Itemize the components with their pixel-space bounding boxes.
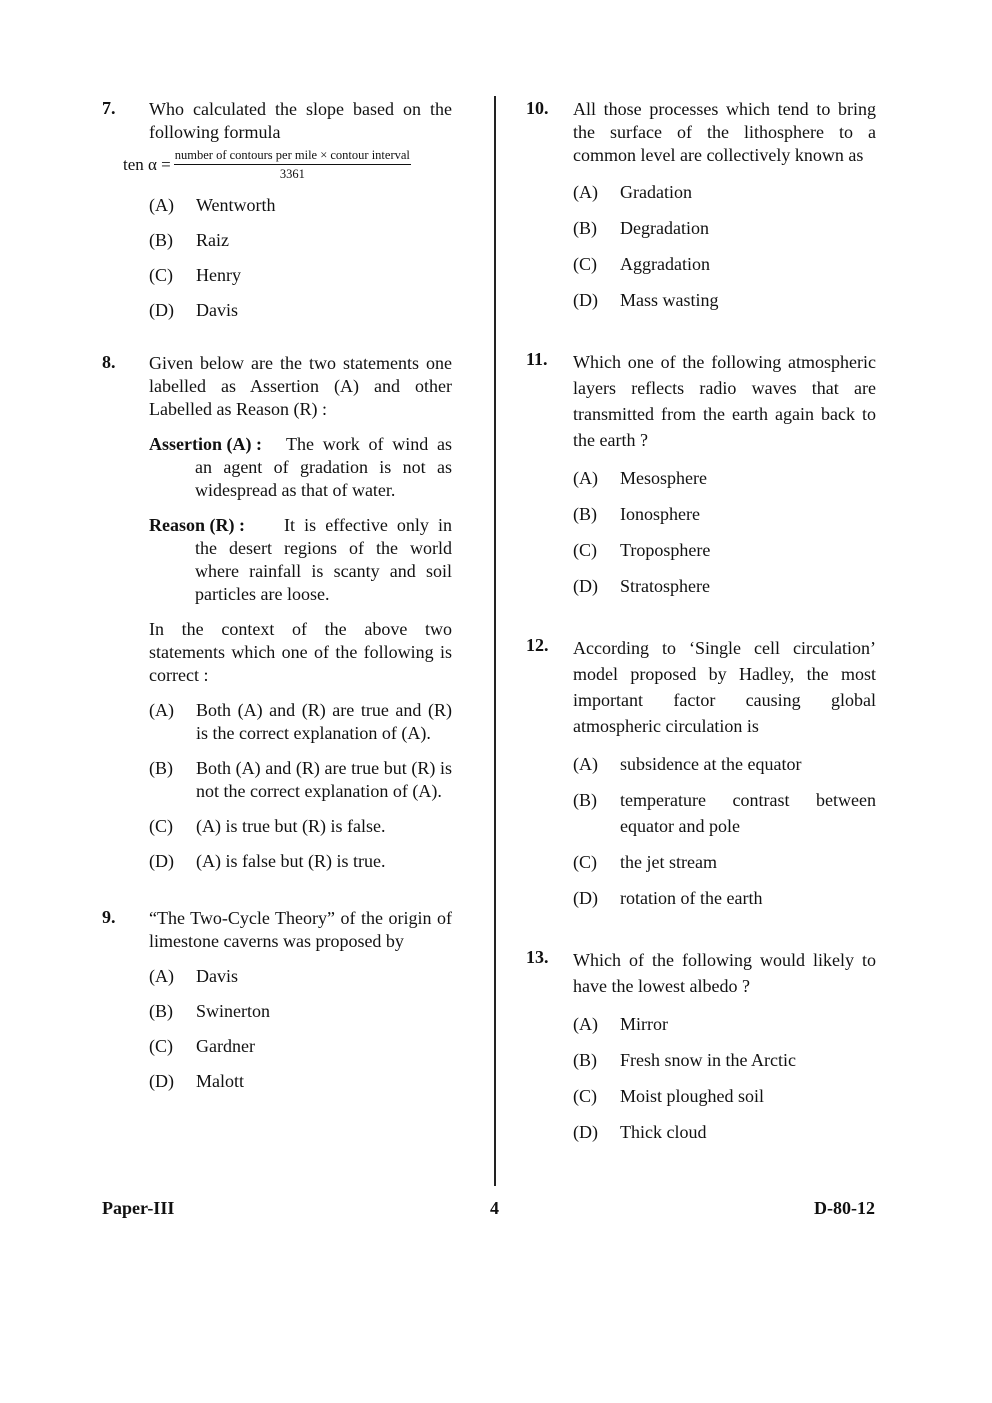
question-number: 8.	[102, 352, 116, 372]
question-text: Which one of the following atmospheric layers reflects radio waves that are transmitted from the earth again back to the earth ?	[573, 352, 876, 450]
option-text: Raiz	[196, 230, 229, 250]
formula-numerator: number of contours per mile × contour interval	[174, 148, 411, 165]
question-13	[526, 947, 876, 1145]
options	[573, 465, 876, 599]
option-label: (A)	[573, 468, 598, 488]
option-text: Mirror	[620, 1014, 668, 1034]
footer-page-number: 4	[490, 1198, 499, 1218]
option-text: rotation of the earth	[620, 888, 763, 908]
option-text: Moist ploughed soil	[620, 1086, 765, 1106]
option-label: (B)	[573, 218, 597, 238]
option-text: subsidence at the equator	[620, 754, 802, 774]
question-number: 12.	[526, 635, 549, 655]
option-text: (A) is false but (R) is true.	[196, 851, 386, 871]
reason-text: It is effective only in the desert regions of the world where rainfall is scanty and soil particles are loose.	[195, 515, 452, 604]
option-text: (A) is true but (R) is false.	[196, 816, 386, 836]
formula-lhs: ten α =	[123, 155, 171, 174]
option-label: (B)	[149, 230, 173, 250]
footer-paper-label: Paper-III	[102, 1198, 175, 1218]
question-text: “The Two-Cycle Theory” of the origin of limestone caverns was proposed by	[149, 908, 452, 951]
option-text: the jet stream	[620, 852, 717, 872]
option-label: (A)	[149, 700, 174, 720]
option-label: (D)	[149, 1071, 174, 1091]
option-label: (C)	[573, 852, 597, 872]
column-divider	[494, 96, 496, 1186]
option-d[interactable]	[149, 299, 452, 322]
option-d[interactable]	[573, 573, 876, 599]
option-label: (D)	[573, 290, 598, 310]
option-b[interactable]	[149, 229, 452, 252]
option-text: Degradation	[620, 218, 709, 238]
formula-denominator: 3361	[279, 167, 305, 181]
option-label: (A)	[573, 1014, 598, 1034]
option-b[interactable]	[149, 1000, 452, 1023]
option-d[interactable]	[573, 885, 876, 911]
option-a[interactable]	[149, 194, 452, 217]
question-number: 9.	[102, 907, 116, 927]
option-text: Troposphere	[620, 540, 711, 560]
option-text: Henry	[196, 265, 241, 285]
left-column	[102, 98, 452, 1105]
option-label: (B)	[573, 790, 597, 810]
reason-statement	[149, 514, 452, 606]
option-d[interactable]	[573, 287, 876, 313]
option-d[interactable]	[573, 1119, 876, 1145]
option-text: Wentworth	[196, 195, 276, 215]
assertion-statement	[149, 433, 452, 502]
option-b[interactable]	[573, 787, 876, 839]
option-text: Mesosphere	[620, 468, 707, 488]
option-a[interactable]	[149, 699, 452, 745]
option-label: (A)	[573, 754, 598, 774]
option-b[interactable]	[573, 1047, 876, 1073]
question-number: 10.	[526, 98, 549, 118]
option-b[interactable]	[573, 501, 876, 527]
option-d[interactable]	[149, 850, 452, 873]
option-c[interactable]	[149, 1035, 452, 1058]
option-text: Gradation	[620, 182, 692, 202]
options	[573, 1011, 876, 1145]
question-12	[526, 635, 876, 911]
option-c[interactable]	[573, 1083, 876, 1109]
options	[149, 699, 452, 873]
option-label: (C)	[149, 816, 173, 836]
option-label: (A)	[573, 182, 598, 202]
option-a[interactable]	[149, 965, 452, 988]
question-context: In the context of the above two statements which one of the following is correct :	[149, 619, 452, 685]
option-a[interactable]	[573, 179, 876, 205]
option-c[interactable]	[149, 264, 452, 287]
option-label: (C)	[573, 254, 597, 274]
option-label: (A)	[149, 966, 174, 986]
option-text: Stratosphere	[620, 576, 710, 596]
option-label: (D)	[573, 1122, 598, 1142]
option-label: (B)	[149, 1001, 173, 1021]
option-label: (C)	[149, 265, 173, 285]
question-9	[102, 907, 452, 1093]
option-text: Fresh snow in the Arctic	[620, 1050, 796, 1070]
option-c[interactable]	[149, 815, 452, 838]
option-label: (C)	[573, 540, 597, 560]
question-number: 11.	[526, 349, 548, 369]
question-text: Who calculated the slope based on the following formula	[149, 99, 452, 142]
options	[149, 194, 452, 322]
slope-formula	[123, 148, 452, 182]
option-a[interactable]	[573, 751, 876, 777]
option-a[interactable]	[573, 1011, 876, 1037]
options	[573, 179, 876, 313]
assertion-head: Assertion (A) :	[149, 434, 262, 454]
reason-head: Reason (R) :	[149, 515, 245, 535]
question-text: According to ‘Single cell circulation’ model proposed by Hadley, the most important factor causing global atmospheric circulation is	[573, 638, 876, 736]
options	[149, 965, 452, 1093]
option-text: Aggradation	[620, 254, 710, 274]
option-a[interactable]	[573, 465, 876, 491]
option-c[interactable]	[573, 849, 876, 875]
option-text: temperature contrast between equator and pole	[620, 790, 876, 836]
question-number: 13.	[526, 947, 549, 967]
question-number: 7.	[102, 98, 116, 118]
option-text: Gardner	[196, 1036, 255, 1056]
question-text: Given below are the two statements one labelled as Assertion (A) and other Labelled as Reason (R) :	[149, 353, 452, 419]
option-text: Davis	[196, 966, 238, 986]
option-text: Davis	[196, 300, 238, 320]
options	[573, 751, 876, 911]
option-label: (D)	[149, 851, 174, 871]
option-b[interactable]	[573, 215, 876, 241]
footer-paper-code: D-80-12	[814, 1198, 875, 1218]
question-10	[526, 98, 876, 313]
option-c[interactable]	[573, 537, 876, 563]
option-label: (D)	[573, 576, 598, 596]
question-text: All those processes which tend to bring the surface of the lithosphere to a common level are collectively known as	[573, 99, 876, 165]
question-11	[526, 349, 876, 599]
option-label: (D)	[573, 888, 598, 908]
option-text: Ionosphere	[620, 504, 700, 524]
option-text: Malott	[196, 1071, 244, 1091]
option-label: (B)	[573, 1050, 597, 1070]
option-label: (C)	[149, 1036, 173, 1056]
option-label: (D)	[149, 300, 174, 320]
formula-fraction	[174, 148, 411, 182]
option-text: Both (A) and (R) are true and (R) is the correct explanation of (A).	[196, 700, 452, 743]
option-label: (B)	[573, 504, 597, 524]
option-label: (A)	[149, 195, 174, 215]
right-column	[526, 98, 876, 1155]
option-text: Mass wasting	[620, 290, 719, 310]
option-text: Both (A) and (R) are true but (R) is not the correct explanation of (A).	[196, 758, 452, 801]
question-8	[102, 352, 452, 873]
option-d[interactable]	[149, 1070, 452, 1093]
option-label: (B)	[149, 758, 173, 778]
assertion-text: The work of wind as an agent of gradation is not as widespread as that of water.	[195, 434, 452, 500]
option-c[interactable]	[573, 251, 876, 277]
option-b[interactable]	[149, 757, 452, 803]
option-text: Thick cloud	[620, 1122, 707, 1142]
question-text: Which of the following would likely to have the lowest albedo ?	[573, 950, 876, 996]
question-7	[102, 98, 452, 322]
option-text: Swinerton	[196, 1001, 270, 1021]
option-label: (C)	[573, 1086, 597, 1106]
